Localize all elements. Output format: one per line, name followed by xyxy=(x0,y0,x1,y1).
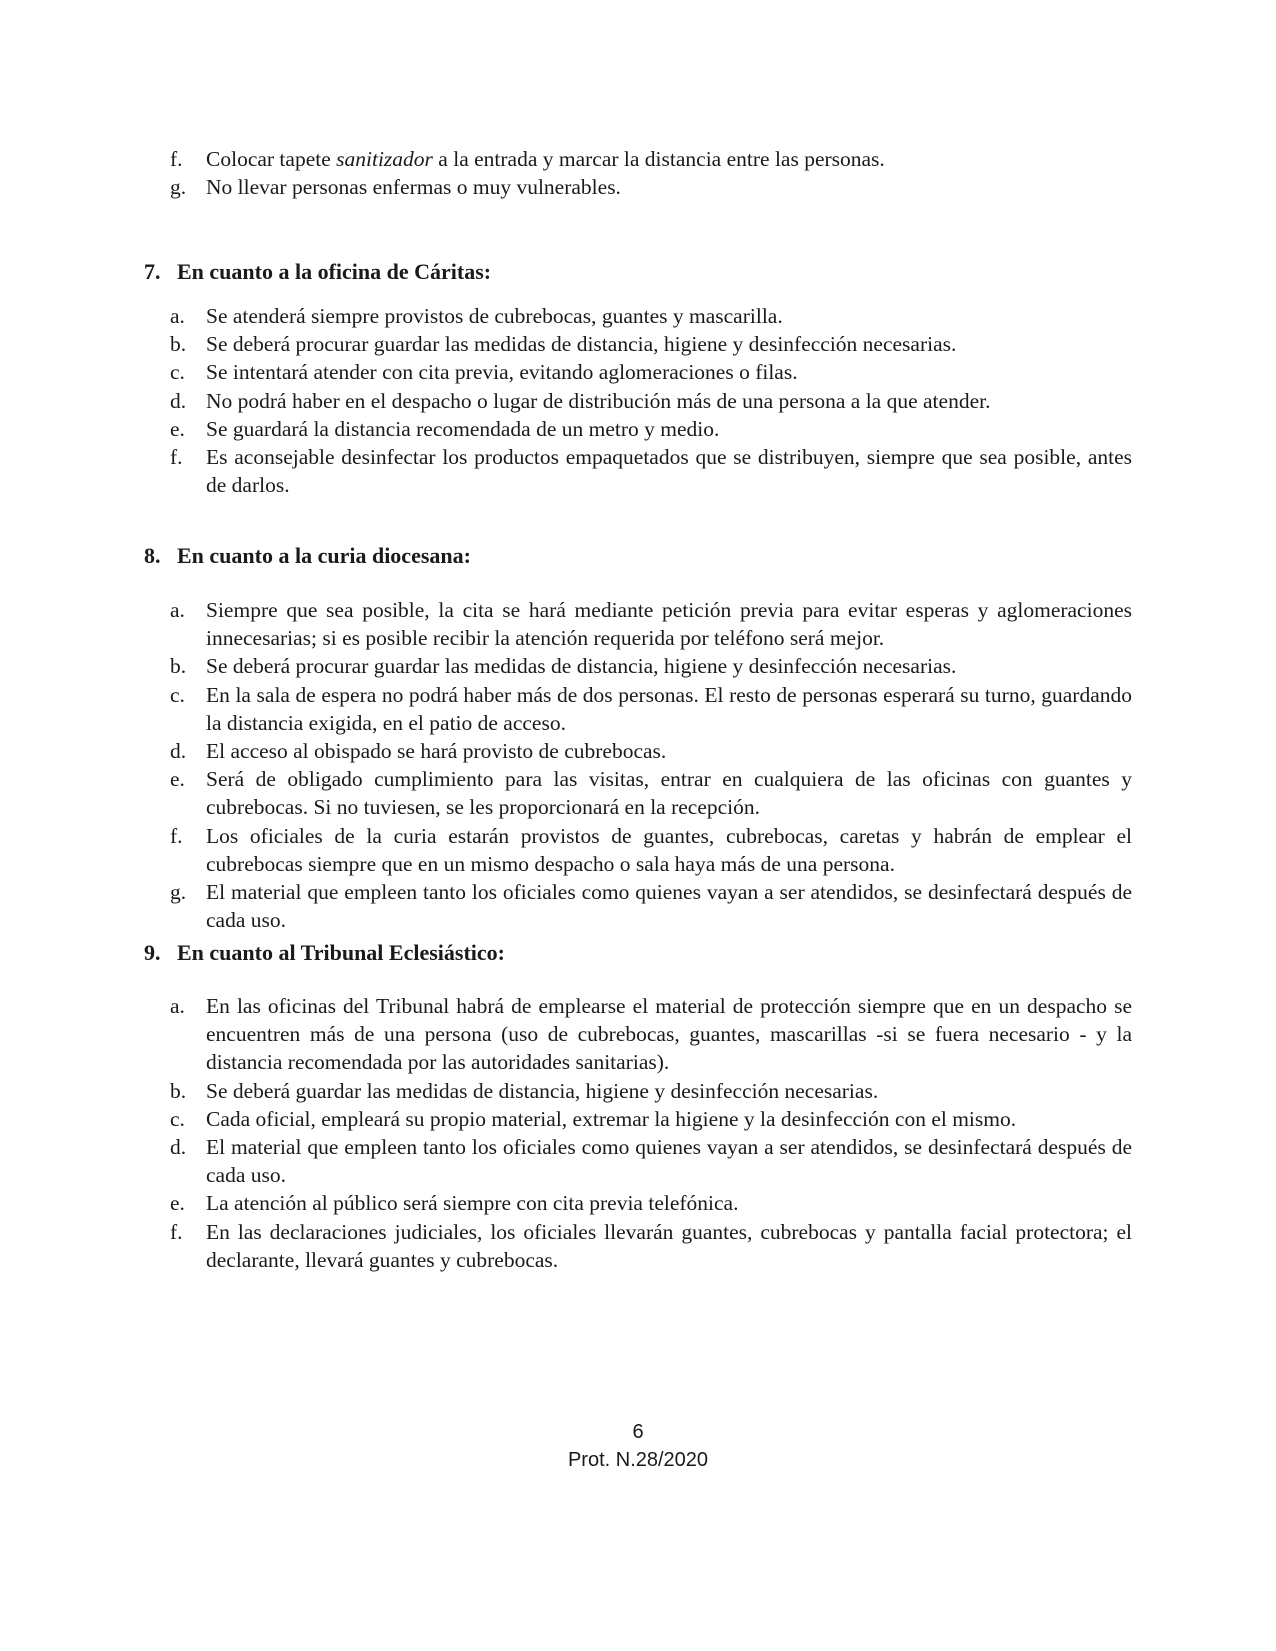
list-item-emphasis: sanitizador xyxy=(336,147,433,171)
list-item-letter: e. xyxy=(170,1191,185,1216)
list-item-text: Los oficiales de la curia estarán provistos de guantes, cubrebocas, caretas y habrán de emplear el cubrebocas siempre que en un mismo despacho o sala haya más de una persona. xyxy=(206,823,1132,876)
list-item-letter: f. xyxy=(170,823,183,848)
list-item-text: En las oficinas del Tribunal habrá de emplearse el material de protección siempre que en un despacho se encuentren más de una persona (uso de cubrebocas, guantes, mascarillas -si se fuera necesario - y la distancia recomendada por las autoridades sanitarias). xyxy=(206,994,1132,1075)
list-item-text: Es aconsejable desinfectar los productos empaquetados que se distribuyen, siempre que sea posible, antes de darlos. xyxy=(206,445,1132,498)
list-item xyxy=(170,822,1132,878)
section-7-list xyxy=(170,302,1132,499)
list-item xyxy=(170,443,1132,499)
list-item-letter: d. xyxy=(170,1135,187,1160)
list-item-text: No podrá haber en el despacho o lugar de distribución más de una persona a la que atender. xyxy=(206,388,991,413)
list-item-letter: e. xyxy=(170,767,185,792)
section-9-list xyxy=(170,992,1132,1274)
list-item-text: El material que empleen tanto los oficiales como quienes vayan a ser atendidos, se desinfectará después de cada uso. xyxy=(206,1135,1132,1188)
list-item-letter: b. xyxy=(170,1078,187,1103)
section-number: 8. xyxy=(144,543,161,568)
list-item-letter: d. xyxy=(170,739,187,764)
section-8-list xyxy=(170,596,1132,934)
list-item-text: El acceso al obispado se hará provisto de cubrebocas. xyxy=(206,739,667,764)
list-item-letter: g. xyxy=(170,880,187,905)
list-item xyxy=(170,596,1132,652)
section-title: En cuanto al Tribunal Eclesiástico: xyxy=(177,940,506,965)
list-item-text: Siempre que sea posible, la cita se hará mediante petición previa para evitar esperas y aglomeraciones innecesarias; si es posible recibir la atención requerida por teléfono será mejor. xyxy=(206,598,1132,651)
list-item-letter: f. xyxy=(170,147,183,171)
list-item-text: El material que empleen tanto los oficiales como quienes vayan a ser atendidos, se desinfectará después de cada uso. xyxy=(206,880,1132,933)
list-item-text: Cada oficial, empleará su propio material, extremar la higiene y la desinfección con el mismo. xyxy=(206,1106,1017,1131)
section-title: En cuanto a la curia diocesana: xyxy=(177,543,471,568)
section-title: En cuanto a la oficina de Cáritas: xyxy=(177,259,492,284)
list-item-letter: b. xyxy=(170,332,187,357)
list-item-text: La atención al público será siempre con cita previa telefónica. xyxy=(206,1191,739,1216)
list-item-text: En las declaraciones judiciales, los oficiales llevarán guantes, cubrebocas y pantalla facial protectora; el declarante, llevará guantes y cubrebocas. xyxy=(206,1219,1132,1272)
list-item-text: Se guardará la distancia recomendada de un metro y medio. xyxy=(206,416,720,441)
list-item-letter: a. xyxy=(170,304,185,328)
list-item xyxy=(170,992,1132,1077)
list-item-text-after: a la entrada y marcar la distancia entre las personas. xyxy=(432,147,885,171)
list-item-text: Se deberá procurar guardar las medidas de distancia, higiene y desinfección necesarias. xyxy=(206,332,957,357)
list-item xyxy=(170,765,1132,821)
list-item xyxy=(170,878,1132,934)
list-item-text: Se deberá guardar las medidas de distancia, higiene y desinfección necesarias. xyxy=(206,1078,879,1103)
list-item xyxy=(170,1218,1132,1274)
list-item-letter: c. xyxy=(170,360,185,385)
list-item-text: No llevar personas enfermas o muy vulnerables. xyxy=(206,175,621,200)
list-item-letter: c. xyxy=(170,682,185,707)
list-item-letter: g. xyxy=(170,175,187,200)
page-number: 6 xyxy=(632,1421,644,1443)
section-number: 9. xyxy=(144,940,161,965)
section-heading-8 xyxy=(144,542,471,570)
list-item-text: En la sala de espera no podrá haber más de dos personas. El resto de personas esperará su turno, guardando la distancia exigida, en el patio de acceso. xyxy=(206,682,1132,735)
list-item-text xyxy=(206,145,1132,173)
list-item-letter: a. xyxy=(170,598,185,622)
list-item xyxy=(170,415,1132,443)
list-item xyxy=(170,1105,1132,1133)
section-heading-9 xyxy=(144,939,505,967)
list-item xyxy=(170,1133,1132,1189)
section-number: 7. xyxy=(144,259,161,284)
continuation-list xyxy=(170,145,1132,201)
list-item xyxy=(170,173,1132,201)
list-item xyxy=(170,358,1132,386)
list-item-text: Se intentará atender con cita previa, evitando aglomeraciones o filas. xyxy=(206,360,798,385)
list-item-text-before: Colocar tapete xyxy=(206,147,337,171)
list-item xyxy=(170,681,1132,737)
list-item xyxy=(170,387,1132,415)
list-item-letter: f. xyxy=(170,445,183,470)
list-item-letter: b. xyxy=(170,654,187,679)
list-item xyxy=(170,330,1132,358)
list-item-text: Se atenderá siempre provistos de cubrebocas, guantes y mascarilla. xyxy=(206,304,783,328)
list-item xyxy=(170,1189,1132,1217)
list-item-letter: c. xyxy=(170,1106,185,1131)
list-item xyxy=(170,1077,1132,1105)
list-item-letter: a. xyxy=(170,994,185,1018)
list-item xyxy=(170,737,1132,765)
list-item xyxy=(170,145,1132,173)
list-item-text: Será de obligado cumplimiento para las visitas, entrar en cualquiera de las oficinas con guantes y cubrebocas. Si no tuviesen, se les proporcionará en la recepción. xyxy=(206,767,1132,820)
list-item-text: Se deberá procurar guardar las medidas de distancia, higiene y desinfección necesarias. xyxy=(206,654,957,679)
list-item xyxy=(170,652,1132,680)
section-heading-7 xyxy=(144,258,491,286)
protocol-number: Prot. N.28/2020 xyxy=(567,1449,709,1471)
list-item-letter: e. xyxy=(170,416,185,441)
list-item-letter: f. xyxy=(170,1219,183,1244)
list-item xyxy=(170,302,1132,330)
list-item-letter: d. xyxy=(170,388,187,413)
